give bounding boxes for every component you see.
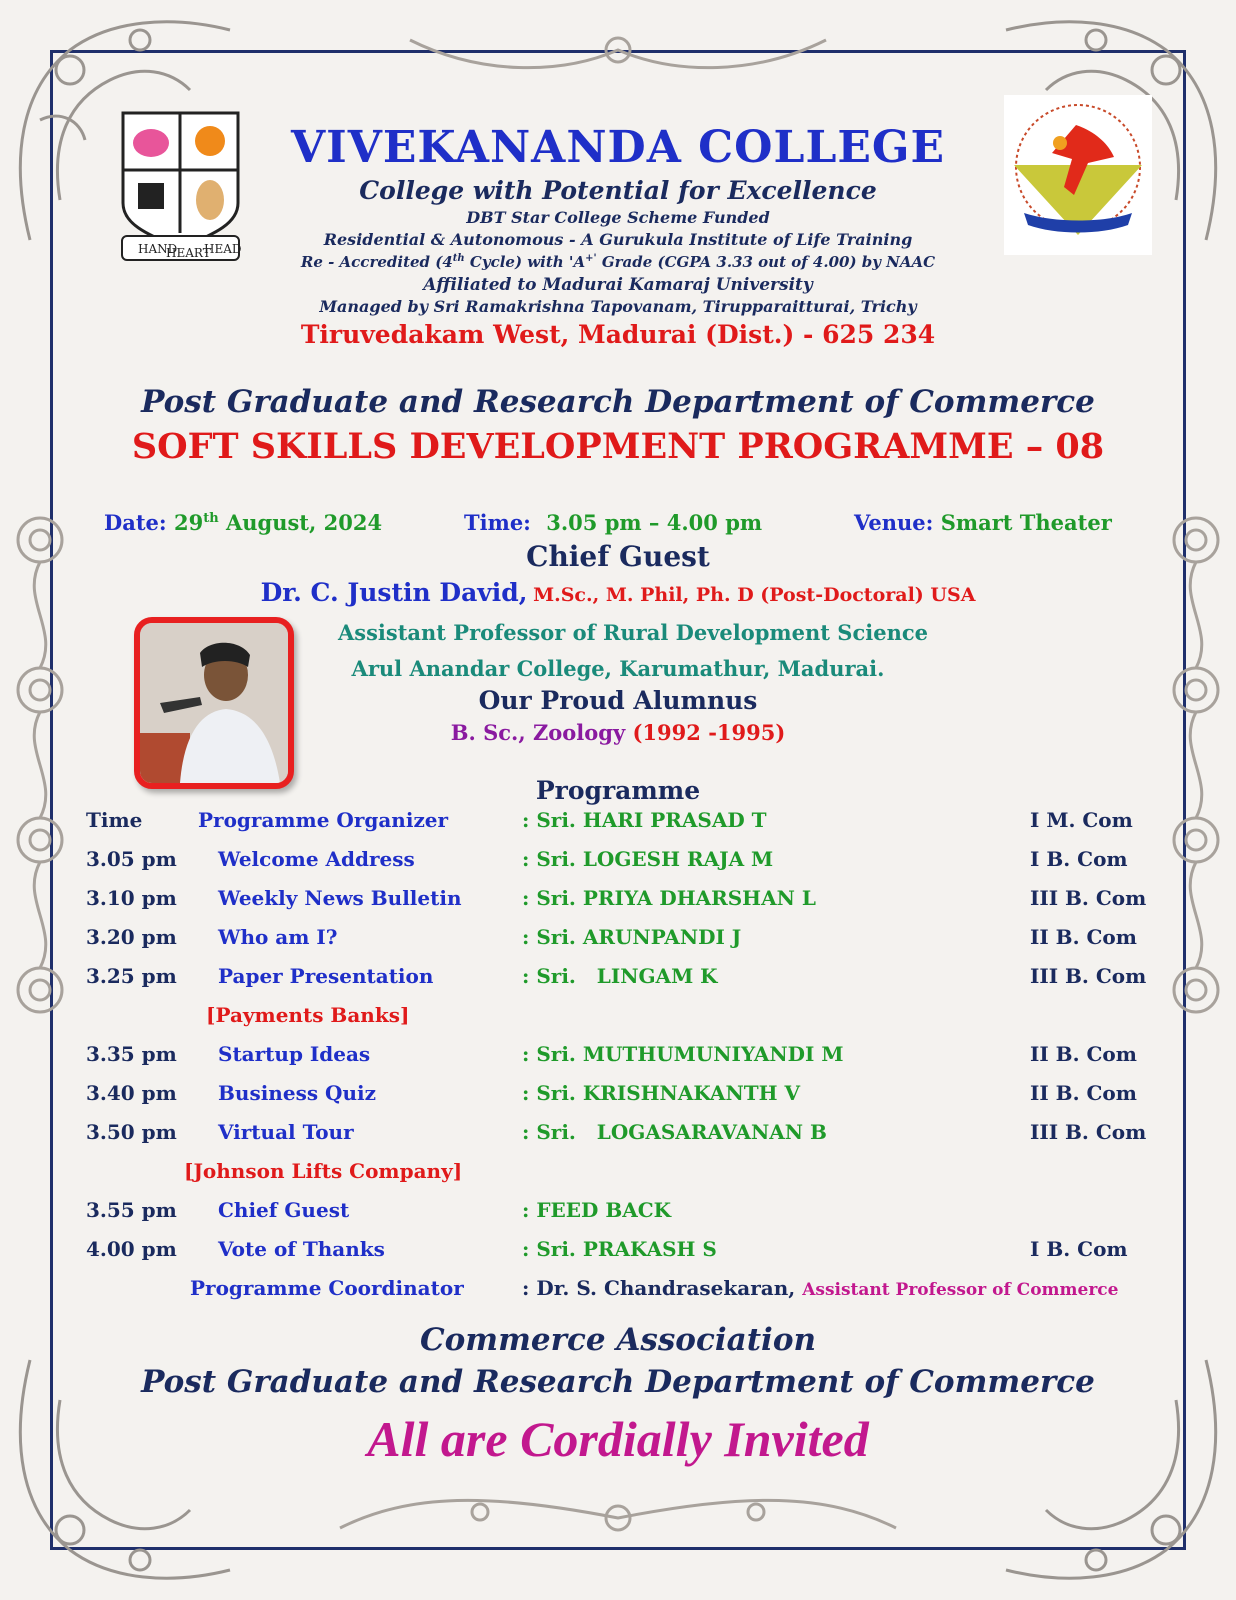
college-address: Tiruvedakam West, Madurai (Dist.) - 625 234 [300,320,936,349]
footer-invite: All are Cordially Invited [367,1411,869,1467]
footer-department: Post Graduate and Research Department of Commerce [141,1364,1095,1400]
emblem-word-hand: HAND [138,242,178,256]
programme-coordinator-row [0,1276,1236,1306]
programme-header-row [0,808,1236,838]
table-row: 3.05 pm Welcome Address : Sri. LOGESH RAJA M I B. Com [86,847,1128,871]
college-line-dbt: DBT Star College Scheme Funded [466,208,770,227]
table-row: 3.55 pm Chief Guest : FEED BACK [86,1198,672,1222]
top-ornament-band [400,20,836,80]
header-organizer-name: : Sri. HARI PRASAD T [522,808,767,832]
event-date: Date: 29th August, 2024 [104,510,383,535]
college-tagline: College with Potential for Excellence [359,176,877,205]
programme-title: SOFT SKILLS DEVELOPMENT PROGRAMME – 08 [131,426,1105,467]
college-line-residential: Residential & Autonomous - A Gurukula Institute of Life Training [323,230,913,249]
chief-guest-institution: Arul Anandar College, Karumathur, Madurai. [351,656,885,681]
header-organizer: Programme Organizer [198,808,449,832]
bottom-ornament-band [330,1488,906,1548]
college-line-affiliation: Affiliated to Madurai Kamaraj University [423,275,813,295]
table-row: 3.40 pm Business Quiz : Sri. KRISHNAKANTH V II B. Com [86,1081,1137,1105]
table-row: 4.00 pm Vote of Thanks : Sri. PRAKASH S I B. Com [86,1237,1128,1261]
note-johnson-lifts: [Johnson Lifts Company] [184,1159,463,1183]
table-row: 3.10 pm Weekly News Bulletin : Sri. PRIYA DHARSHAN L III B. Com [86,886,1147,910]
header-organizer-class: I M. Com [1030,808,1133,832]
emblem-word-heart: HEART [166,246,211,260]
emblem-word-head: HEAD [204,242,242,256]
chief-guest-heading: Chief Guest [526,540,710,573]
coordinator-label: Programme Coordinator [190,1276,464,1300]
table-row: 3.20 pm Who am I? : Sri. ARUNPANDI J II B. Com [86,925,1137,949]
table-row: 3.25 pm Paper Presentation : Sri. LINGAM K III B. Com [86,964,1147,988]
alumnus-heading: Our Proud Alumnus [478,686,758,715]
event-venue: Venue: Smart Theater [854,510,1112,535]
table-row: 3.50 pm Virtual Tour : Sri. LOGASARAVANAN B III B. Com [86,1120,1147,1144]
college-line-management: Managed by Sri Ramakrishna Tapovanam, Tirupparaitturai, Trichy [319,297,917,316]
college-name: VIVEKANANDA COLLEGE [290,122,946,173]
note-payments-banks: [Payments Banks] [206,1003,410,1027]
alumnus-course: B. Sc., Zoology (1992 -1995) [450,720,786,745]
chief-guest-designation: Assistant Professor of Rural Development Science [337,620,928,645]
department-heading: Post Graduate and Research Department of Commerce [141,384,1095,420]
programme-heading: Programme [535,776,701,805]
header-time: Time [86,808,143,832]
event-time: Time: 3.05 pm – 4.00 pm [464,510,763,535]
chief-guest-name-line: Dr. C. Justin David, M.Sc., M. Phil, Ph. D (Post-Doctoral) USA [260,578,976,607]
footer-association: Commerce Association [419,1322,817,1358]
college-line-accreditation: Re - Accredited (4th Cycle) with 'A+' Grade (CGPA 3.33 out of 4.00) by NAAC [300,253,936,271]
coordinator-name: : Dr. S. Chandrasekaran, Assistant Professor of Commerce [522,1276,1119,1300]
table-row: 3.35 pm Startup Ideas : Sri. MUTHUMUNIYANDI M II B. Com [86,1042,1137,1066]
